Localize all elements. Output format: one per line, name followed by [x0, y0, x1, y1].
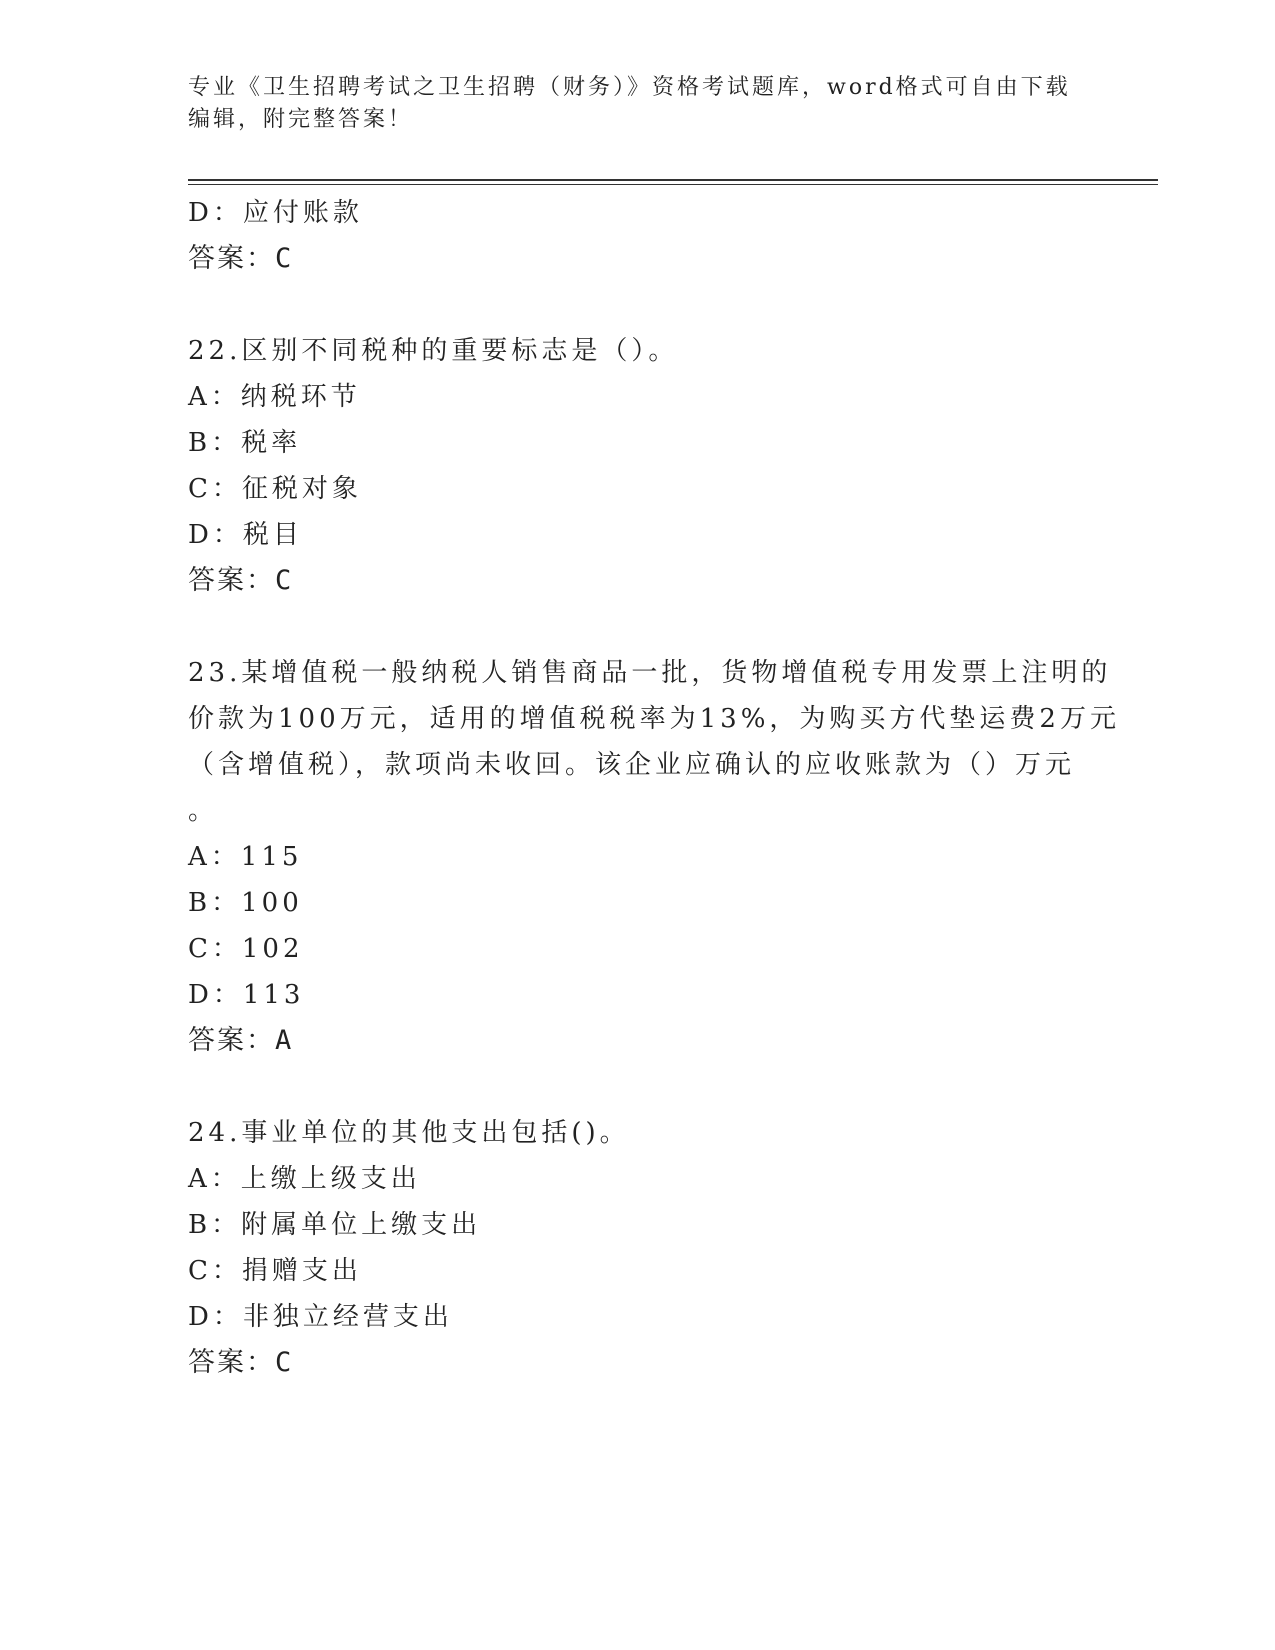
header-line-2: 编辑，附完整答案！	[188, 107, 414, 132]
answer-label: 答案：	[188, 243, 275, 274]
question-text-line: 24.事业单位的其他支出包括()。	[188, 1118, 630, 1148]
question-23-option-d: D：113	[188, 980, 305, 1010]
question-24-option-c: C：捐赠支出	[188, 1256, 362, 1286]
question-24-option-b: B：附属单位上缴支出	[188, 1210, 482, 1240]
answer-prev	[188, 236, 1088, 282]
answer-value: C	[275, 1347, 294, 1378]
answer-label: 答案：	[188, 565, 275, 596]
question-24-answer	[188, 1340, 1088, 1386]
answer-label: 答案：	[188, 1347, 275, 1378]
option-d-prev: D：应付账款	[188, 198, 363, 228]
answer-value: C	[275, 243, 294, 274]
answer-value: A	[275, 1025, 294, 1056]
header-line-1: 专业《卫生招聘考试之卫生招聘（财务）》资格考试题库，word格式可自由下载	[188, 75, 1071, 100]
question-text-line: 22.区别不同税种的重要标志是（）。	[188, 336, 679, 366]
question-23-answer	[188, 1018, 1088, 1064]
question-23-text	[188, 650, 1120, 834]
question-text-line: 。	[188, 796, 219, 826]
question-23-option-b: B：100	[188, 888, 303, 918]
document-header	[188, 72, 1088, 136]
question-22-option-a: A：纳税环节	[188, 382, 361, 412]
spacer	[188, 1064, 1088, 1110]
question-text-line: 价款为100万元，适用的增值税税率为13%，为购买方代垫运费2万元	[188, 704, 1120, 734]
answer-label: 答案：	[188, 1025, 275, 1056]
question-text-line: 23.某增值税一般纳税人销售商品一批，货物增值税专用发票上注明的	[188, 658, 1112, 688]
question-22-option-c: C：征税对象	[188, 474, 362, 504]
question-22-option-d: D：税目	[188, 520, 303, 550]
question-23-option-a: A：115	[188, 842, 303, 872]
question-23-option-c: C：102	[188, 934, 304, 964]
question-22-answer	[188, 558, 1088, 604]
question-list	[188, 190, 1120, 1386]
question-22-text	[188, 328, 1088, 374]
spacer	[188, 604, 1088, 650]
header-divider-thin	[188, 184, 1158, 185]
header-divider-thick	[188, 179, 1158, 181]
question-24-option-d: D：非独立经营支出	[188, 1302, 453, 1332]
question-text-line: （含增值税），款项尚未收回。该企业应确认的应收账款为（）万元	[188, 750, 1076, 780]
answer-value: C	[275, 565, 294, 596]
question-24-text	[188, 1110, 1088, 1156]
question-24-option-a: A：上缴上级支出	[188, 1164, 421, 1194]
spacer	[188, 282, 1088, 328]
question-22-option-b: B：税率	[188, 428, 302, 458]
